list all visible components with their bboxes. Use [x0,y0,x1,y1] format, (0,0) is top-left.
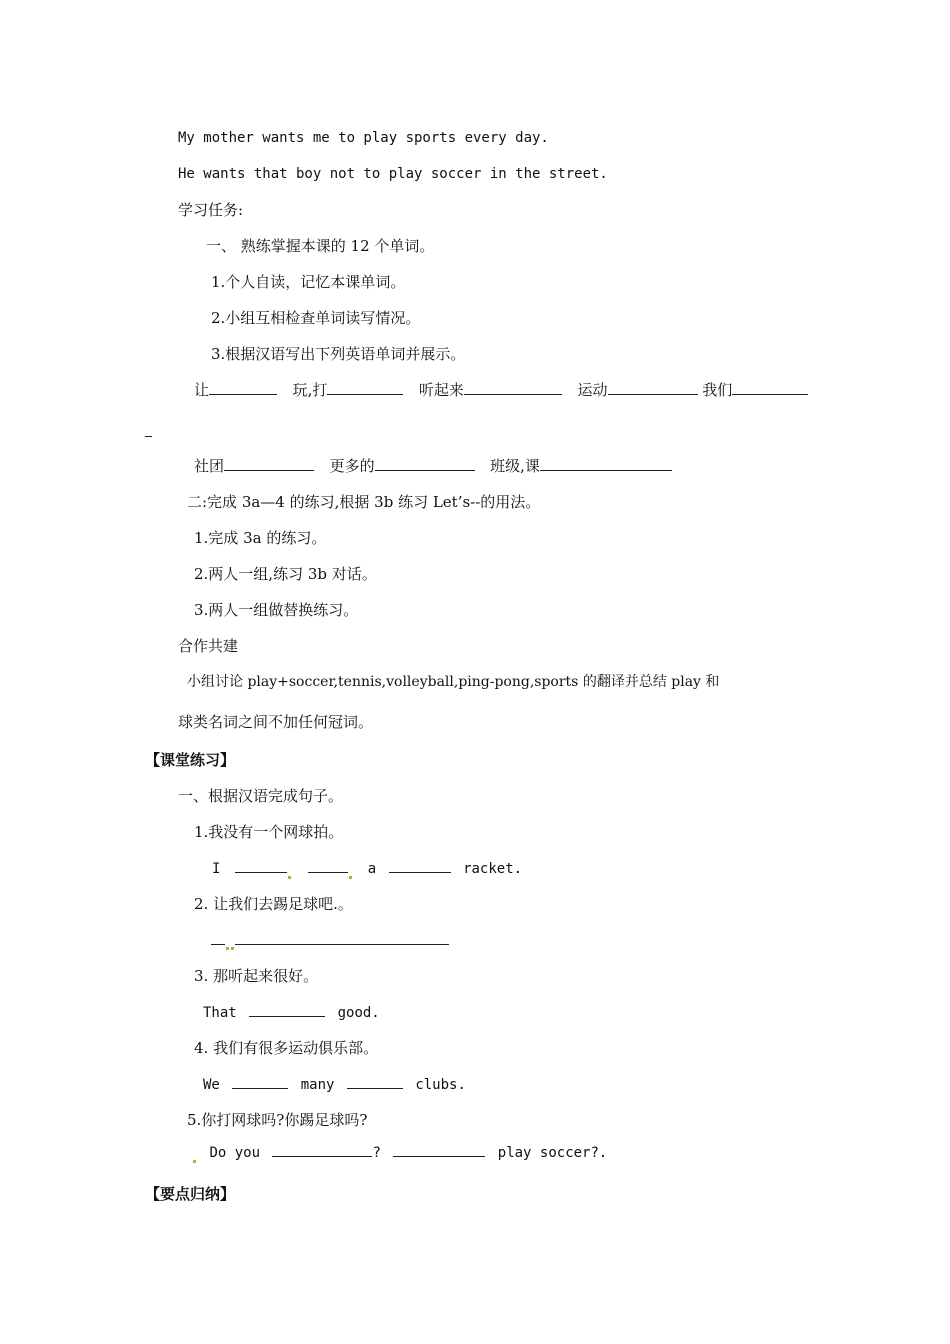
answer-1-word-a: a [367,861,377,877]
blank-1c[interactable] [389,858,451,873]
question-4: 4. 我们有很多运动俱乐部。 [194,1039,379,1057]
tasks-heading: 学习任务: [178,201,244,219]
answer-5-word-do-you: Do you [209,1145,261,1161]
question-3: 3. 那听起来很好。 [194,967,319,985]
answer-2 [211,930,449,950]
task-item-1-2: 2.小组互相检查单词读写情况。 [211,309,421,327]
word-sports: 运动 [577,381,608,399]
answer-4-word-clubs: clubs. [415,1077,466,1093]
task-item-1-1: 1.个人自读，记忆本课单词。 [211,273,406,291]
summary-heading: 【要点归纳】 [145,1185,236,1203]
answer-3 [203,1002,380,1023]
answer-5-word-play-soccer: play soccer?. [497,1145,608,1161]
answer-3-word-good: good. [337,1005,380,1021]
question-5: 5.你打网球吗?你踢足球吗? [187,1111,368,1129]
task-item-2-3: 3.两人一组做替换练习。 [194,601,359,619]
coop-heading: 合作共建 [178,637,239,655]
blank-5b[interactable] [393,1142,485,1157]
answer-4-word-many: many [300,1077,335,1093]
answer-3-word-that: That [203,1005,237,1021]
blank-4b[interactable] [347,1074,403,1089]
blank-play[interactable] [327,380,403,395]
intro-line-1: My mother wants me to play sports every day. [178,130,549,146]
answer-4 [203,1074,466,1095]
word-row-2 [194,456,672,476]
word-club: 社团 [194,457,225,475]
task-item-2-2: 2.两人一组,练习 3b 对话。 [194,565,377,583]
blank-2[interactable] [235,930,449,945]
blank-1a[interactable] [235,858,287,873]
blank-3[interactable] [249,1002,325,1017]
blank-sports[interactable] [608,380,698,395]
practice-instruction: 一、根据汉语完成句子。 [178,787,344,805]
question-1: 1.我没有一个网球拍。 [194,823,344,841]
word-more: 更多的 [329,457,375,475]
coop-text-2: 球类名词之间不加任何冠词。 [178,713,374,731]
blank-sound[interactable] [464,380,562,395]
word-row-1 [194,380,808,400]
word-let: 让 [194,381,210,399]
word-class: 班级,课 [490,457,540,475]
divider-dash [145,436,152,437]
answer-5 [192,1142,607,1163]
practice-heading: 【课堂练习】 [145,751,236,769]
blank-club[interactable] [224,456,314,471]
blank-more[interactable] [375,456,475,471]
answer-5-question-mark: ? [372,1145,381,1161]
answer-1-word-i: I [212,861,221,877]
blank-class[interactable] [540,456,672,471]
word-we: 我们 [702,381,733,399]
task-item-1: 一、 熟练掌握本课的 12 个单词。 [206,237,435,255]
blank-4a[interactable] [232,1074,288,1089]
answer-1 [212,858,522,879]
blank-1b[interactable] [308,858,348,873]
word-play: 玩,打 [292,381,328,399]
blank-let[interactable] [209,380,277,395]
blank-5a[interactable] [272,1142,372,1157]
answer-1-word-racket: racket. [463,861,523,877]
task-item-2-1: 1.完成 3a 的练习。 [194,529,327,547]
coop-text-1: 小组讨论 play+soccer,tennis,volleyball,ping-pong,sports 的翻译并总结 play 和 [187,674,720,690]
intro-line-2: He wants that boy not to play soccer in the street. [178,166,608,182]
word-sound: 听起来 [418,381,464,399]
task-item-2: 二:完成 3a—4 的练习,根据 3b 练习 Let’s--的用法。 [187,493,541,511]
task-item-1-3: 3.根据汉语写出下列英语单词并展示。 [211,345,466,363]
question-2: 2. 让我们去踢足球吧.。 [194,895,353,913]
blank-we[interactable] [732,380,808,395]
answer-4-word-we: We [203,1077,220,1093]
